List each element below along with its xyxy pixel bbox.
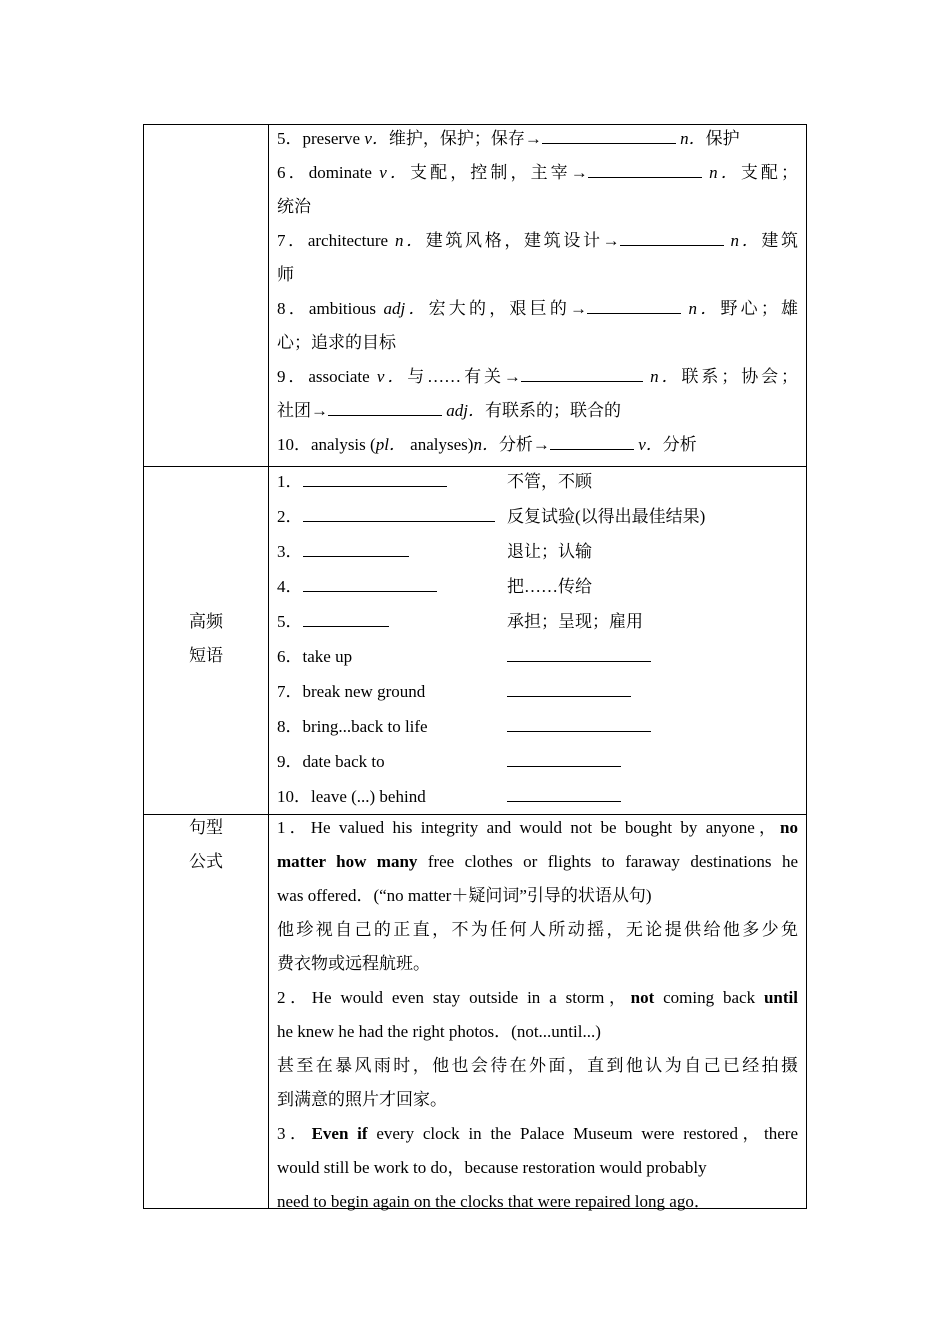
sentence-line: he knew he had the right photos．(not...until...) xyxy=(277,1022,601,1041)
phrase-row: 4． 把……传给 xyxy=(277,570,798,605)
answer-blank[interactable] xyxy=(587,293,681,314)
sentence-line: would still be work to do，because restoration would probably xyxy=(277,1158,707,1177)
vocab-item-continued: 师 xyxy=(277,265,294,284)
vocab-item: 5．preserve v．维护，保护；保存→ n．保护 xyxy=(277,122,798,156)
vocab-item: 6．dominate v．支配，控制，主宰→ n．支配； xyxy=(277,156,798,190)
answer-blank[interactable] xyxy=(303,536,409,557)
phrase-row: 5． 承担；呈现；雇用 xyxy=(277,605,798,640)
vocab-item: 8．ambitious adj．宏大的，艰巨的→ n．野心；雄 xyxy=(277,292,798,326)
sentence-line: 3．Even if every clock in the Palace Museum were restored，there xyxy=(277,1124,798,1143)
answer-blank[interactable] xyxy=(303,571,437,592)
translation-line: 费衣物或远程航班。 xyxy=(277,954,430,973)
answer-blank[interactable] xyxy=(542,123,676,144)
patterns-label: 句型 公式 xyxy=(189,818,223,871)
phrase-row: 8．bring...back to life xyxy=(277,710,798,745)
sentence-line: need to begin again on the clocks that were repaired long ago． xyxy=(277,1192,711,1211)
study-table xyxy=(143,124,807,1209)
vocab-item: 9．associate v．与……有关→ n．联系；协会； xyxy=(277,360,798,394)
phrase-row: 9．date back to xyxy=(277,745,798,780)
phrases-label: 高频 短语 xyxy=(189,612,223,665)
sentence-line: was offered．(“no matter＋疑问词”引导的状语从句) xyxy=(277,886,652,905)
sentence-line: 2．He would even stay outside in a storm，not coming back until xyxy=(277,988,798,1007)
vocab-item-continued: 心；追求的目标 xyxy=(277,333,396,352)
answer-blank[interactable] xyxy=(507,781,621,802)
translation-line: 到满意的照片才回家。 xyxy=(277,1090,447,1109)
answer-blank[interactable] xyxy=(303,606,389,627)
sentence-line: 1．He valued his integrity and would not be bought by anyone，no xyxy=(277,818,799,837)
phrase-row: 2． 反复试验(以得出最佳结果) xyxy=(277,500,798,535)
phrase-row: 6．take up xyxy=(277,640,798,675)
vocab-item: 10．analysis (pl． analyses)n．分析→ v．分析 xyxy=(277,428,798,462)
answer-blank[interactable] xyxy=(507,641,651,662)
vocab-section xyxy=(277,122,798,462)
vocab-item-continued: 统治 xyxy=(277,197,311,216)
phrases-section xyxy=(277,465,798,815)
phrase-row: 3． 退让；认输 xyxy=(277,535,798,570)
answer-blank[interactable] xyxy=(507,746,621,767)
answer-blank[interactable] xyxy=(303,501,495,522)
patterns-section xyxy=(277,811,798,1219)
phrase-row: 7．break new ground xyxy=(277,675,798,710)
answer-blank[interactable] xyxy=(507,676,631,697)
column-divider xyxy=(268,125,269,1208)
sentence-line: matter how many free clothes or flights to faraway destinations he xyxy=(277,852,798,871)
phrase-row: 10．leave (...) behind xyxy=(277,780,798,815)
answer-blank[interactable] xyxy=(328,395,442,416)
vocab-item-continued: 社团→ adj．有联系的；联合的 xyxy=(277,394,798,428)
translation-line: 他珍视自己的正直，不为任何人所动摇，无论提供给他多少免 xyxy=(277,920,798,939)
answer-blank[interactable] xyxy=(620,225,724,246)
answer-blank[interactable] xyxy=(550,429,634,450)
answer-blank[interactable] xyxy=(521,361,643,382)
translation-line: 甚至在暴风雨时，他也会待在外面，直到他认为自己已经拍摄 xyxy=(277,1056,798,1075)
answer-blank[interactable] xyxy=(507,711,651,732)
answer-blank[interactable] xyxy=(303,466,447,487)
vocab-item: 7．architecture n．建筑风格，建筑设计→ n．建筑 xyxy=(277,224,798,258)
phrase-row: 1． 不管，不顾 xyxy=(277,465,798,500)
answer-blank[interactable] xyxy=(588,157,702,178)
